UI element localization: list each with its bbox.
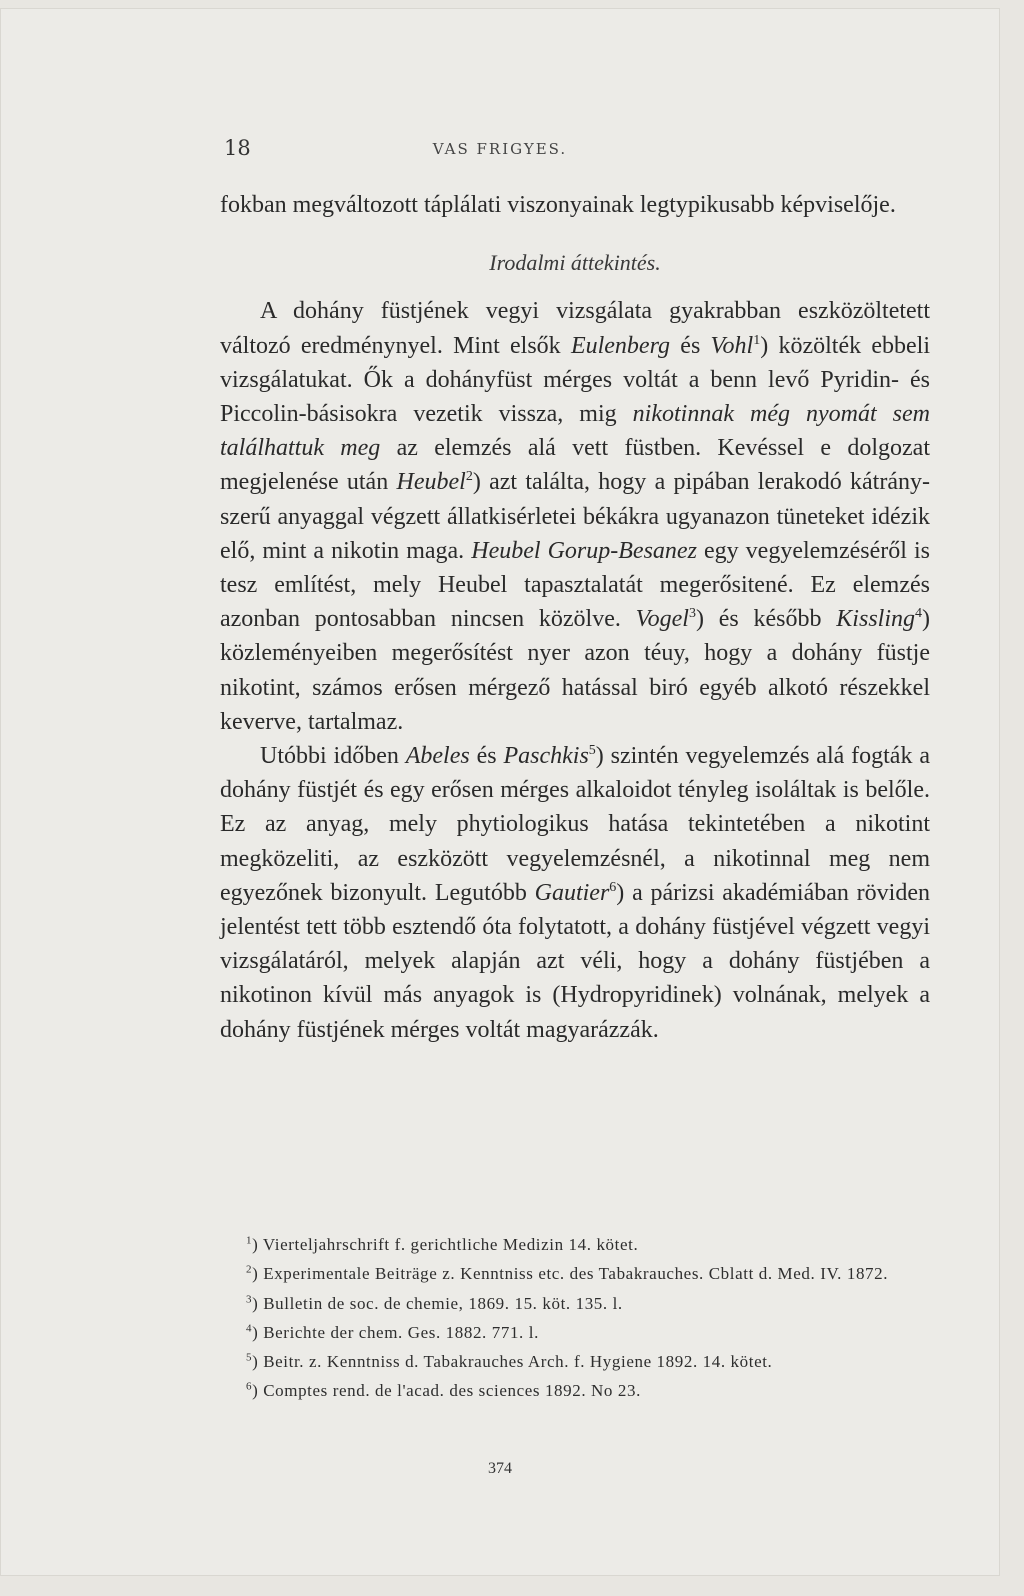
footnote-mark: 1 [246, 1234, 253, 1247]
paragraph-3 [220, 739, 930, 1047]
footnote-mark: 4 [246, 1322, 253, 1335]
paragraph-1: fokban megváltozott táplálati viszonyainak legtypikusabb képviselője. [220, 192, 896, 218]
footnote-text: ) Bulletin de soc. de chemie, 1869. 15. köt. 135. l. [252, 1293, 623, 1313]
footnote [220, 1259, 930, 1288]
page-header [0, 136, 1000, 166]
running-head: VAS FRIGYES. [432, 140, 568, 158]
section-heading: Irodalmi áttekintés. [489, 250, 661, 276]
page-number: 18 [224, 136, 251, 160]
text-run: és [670, 332, 711, 359]
footnote-ref: 3 [688, 606, 696, 622]
text-run: A dohány füstjének vegyi vizsgálata gyakrabban eszközöltetett változó eredménynyel. Mint elsők [220, 298, 930, 359]
text-run: ) a párizsi akadémiában röviden jelentést tett több esztendő óta folytatott, a dohány füstjével végzett vegyi vizsgálatáról, melyek alapján azt véli, hogy a dohány füstjében a nikotinon kívül más anyagok is (Hydropyridinek) volnának, melyek a dohány füstjének mérges voltát magyarázzák. [220, 879, 930, 1043]
emphasis: nikotinnak még nyomát sem találhattuk meg [220, 401, 930, 462]
sheet-number: 374 [488, 1460, 512, 1477]
author-name: Eulenberg [570, 332, 671, 359]
footnote-ref: 6 [609, 879, 617, 895]
paragraph-2 [220, 294, 930, 739]
footnotes [220, 1230, 930, 1406]
text-run: ) közleményeiben megerősítést nyer azon téuy, hogy a dohány füstje nikotint, számos erősen mérgező hatással biró egyéb alkotó részekkel keverve, tartalmaz. [220, 606, 930, 735]
main-text [220, 188, 930, 1047]
footnote-mark: 5 [246, 1351, 253, 1364]
footnote [220, 1289, 930, 1318]
author-name: Heubel [396, 469, 466, 496]
footnote-text: ) Vierteljahrschrift f. gerichtliche Medizin 14. kötet. [252, 1235, 639, 1254]
footnote-text: ) Berichte der chem. Ges. 1882. 771. l. [252, 1322, 539, 1342]
footnote-ref: 2 [465, 469, 473, 485]
text-run: és [469, 743, 504, 770]
author-name: Heubel Gorup-Besanez [471, 537, 697, 564]
author-name: Abeles [405, 743, 470, 770]
text-run: ) és később [695, 606, 837, 633]
footnote-text: ) Beitr. z. Kenntniss d. Tabakrauches Arch. f. Hygiene 1892. 14. kötet. [252, 1352, 773, 1372]
footnote-text: ) Experimentale Beiträge z. Kenntniss etc. des Tabakrauches. Cblatt d. Med. IV. 1872. [252, 1264, 889, 1284]
text-run: ) azt találta, hogy a pipában lerakodó kátrányszerű anyaggal végzett állatkisérletei békákra ugyanazon tüneteket idézik elő, mint a nikotin maga. [220, 469, 930, 564]
text-run: Utóbbi időben [260, 743, 406, 770]
author-name: Vogel [635, 606, 689, 633]
author-name: Paschkis [503, 743, 589, 770]
footnote [220, 1376, 930, 1405]
footnote-ref: 4 [915, 606, 922, 622]
author-name: Kissling [836, 606, 915, 633]
footnote-ref: 1 [753, 332, 761, 348]
footnote-text: ) Comptes rend. de l'acad. des sciences 1892. No 23. [252, 1381, 641, 1401]
author-name: Vohl [710, 332, 754, 359]
footnote-mark: 3 [246, 1292, 253, 1305]
footnote [220, 1318, 930, 1347]
footnote [220, 1347, 930, 1376]
footnote [220, 1230, 930, 1259]
text-run: ) szintén vegyelemzés alá fogták a dohány füstjét és egy erősen mérges alkaloidot tényleg isoláltak is belőle. Ez az anyag, mely phytiologikus hatása tekintetében a nikotint megközeliti, az eszközött vegyelemzésnél, a nikotinnal meg nem egyezőnek bizonyult. Legutóbb [220, 743, 930, 906]
footnote-mark: 6 [246, 1380, 253, 1393]
footnote-mark: 2 [246, 1263, 253, 1276]
author-name: Gautier [534, 879, 610, 906]
text-run: egy vegyelemzéséről is tesz említést, mely Heubel tapasztalatát megerősitené. Ez elemzés azonban pontosabban nincsen közölve. [220, 537, 930, 633]
footnote-ref: 5 [588, 743, 596, 759]
text-run: az elemzés alá vett füstben. Kevéssel e dolgozat megjelenése után [220, 435, 930, 496]
scanned-page [0, 8, 1000, 1576]
text-run: ) közölték ebbeli vizsgálatukat. Ők a dohányfüst mérges voltát a benn levő Pyridin- és Piccolin-básisokra vezetik vissza, mig [220, 332, 930, 428]
